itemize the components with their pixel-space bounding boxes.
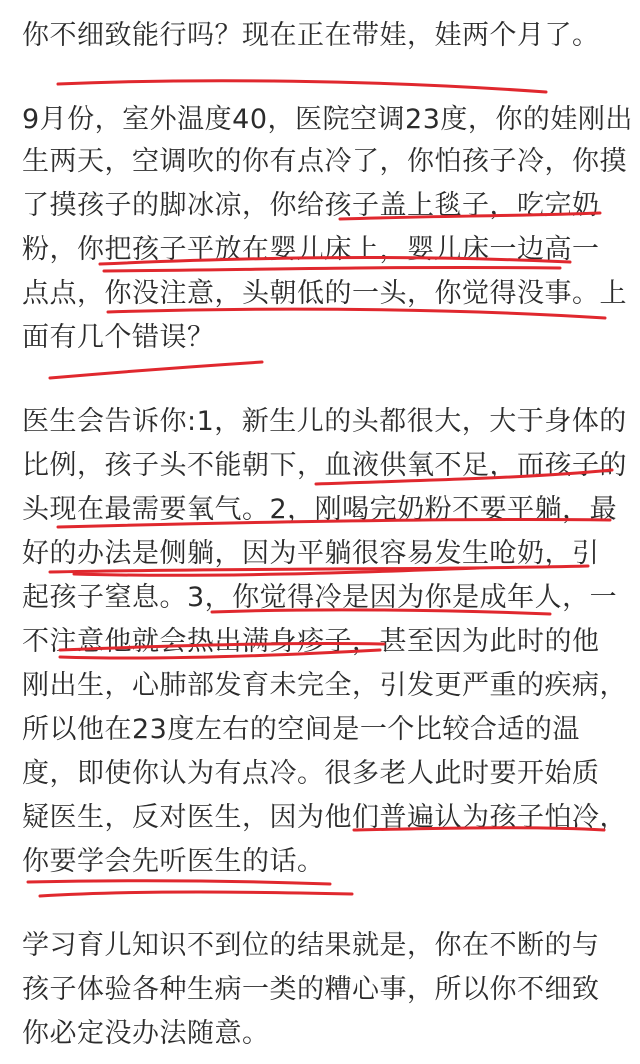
conclusion-line-3: 你必定没办法随意。 bbox=[22, 1018, 270, 1049]
doctor-line-6: 不注意他就会热出满身疹子，甚至因为此时的他 bbox=[22, 626, 600, 657]
doctor-line-7: 刚出生，心肺部发育未完全，引发更严重的疾病， bbox=[22, 670, 627, 701]
underline-mark bbox=[104, 267, 560, 271]
doctor-line-10: 疑医生，反对医生，因为他们普遍认为孩子怕冷， bbox=[22, 802, 627, 833]
conclusion-line-1: 学习育儿知识不到位的结果就是，你在不断的与 bbox=[22, 930, 600, 961]
underline-mark bbox=[28, 881, 330, 884]
doctor-line-4: 好的办法是侧躺，因为平躺很容易发生呛奶，引 bbox=[22, 538, 600, 569]
doctor-line-11: 你要学会先听医生的话。 bbox=[22, 846, 325, 877]
scenario-line-2: 生两天，空调吹的你有点冷了，你怕孩子冷，你摸 bbox=[22, 146, 627, 177]
doctor-line-9: 度，即使你认为有点冷。很多老人此时要开始质 bbox=[22, 758, 600, 789]
doctor-line-5: 起孩子窒息。3，你觉得冷是因为你是成年人，一 bbox=[22, 582, 618, 613]
scenario-line-3: 了摸孩子的脚冰凉，你给孩子盖上毯子，吃完奶 bbox=[22, 190, 600, 221]
scenario-line-5: 点点，你没注意，头朝低的一头，你觉得没事。上 bbox=[22, 278, 627, 309]
intro-line-1: 你不细致能行吗？现在正在带娃，娃两个月了。 bbox=[22, 20, 600, 51]
scenario-line-1: 9月份，室外温度40，医院空调23度，你的娃刚出 bbox=[22, 104, 633, 135]
scenario-line-4: 粉，你把孩子平放在婴儿床上，婴儿床一边高一 bbox=[22, 234, 600, 265]
scenario-line-6: 面有几个错误？ bbox=[22, 322, 215, 353]
underline-mark bbox=[108, 309, 605, 318]
underline-mark bbox=[50, 362, 262, 378]
doctor-line-1: 医生会告诉你:1，新生儿的头都很大，大于身体的 bbox=[22, 406, 627, 437]
conclusion-line-2: 孩子体验各种生病一类的糟心事，所以你不细致 bbox=[22, 974, 600, 1005]
doctor-line-3: 头现在最需要氧气。2，刚喝完奶粉不要平躺，最 bbox=[22, 494, 618, 525]
underline-mark bbox=[40, 892, 352, 896]
doctor-line-8: 所以他在23度左右的空间是一个比较合适的温 bbox=[22, 714, 580, 745]
doctor-line-2: 比例，孩子头不能朝下，血液供氧不足，而孩子的 bbox=[22, 450, 627, 481]
underline-mark bbox=[58, 81, 546, 92]
